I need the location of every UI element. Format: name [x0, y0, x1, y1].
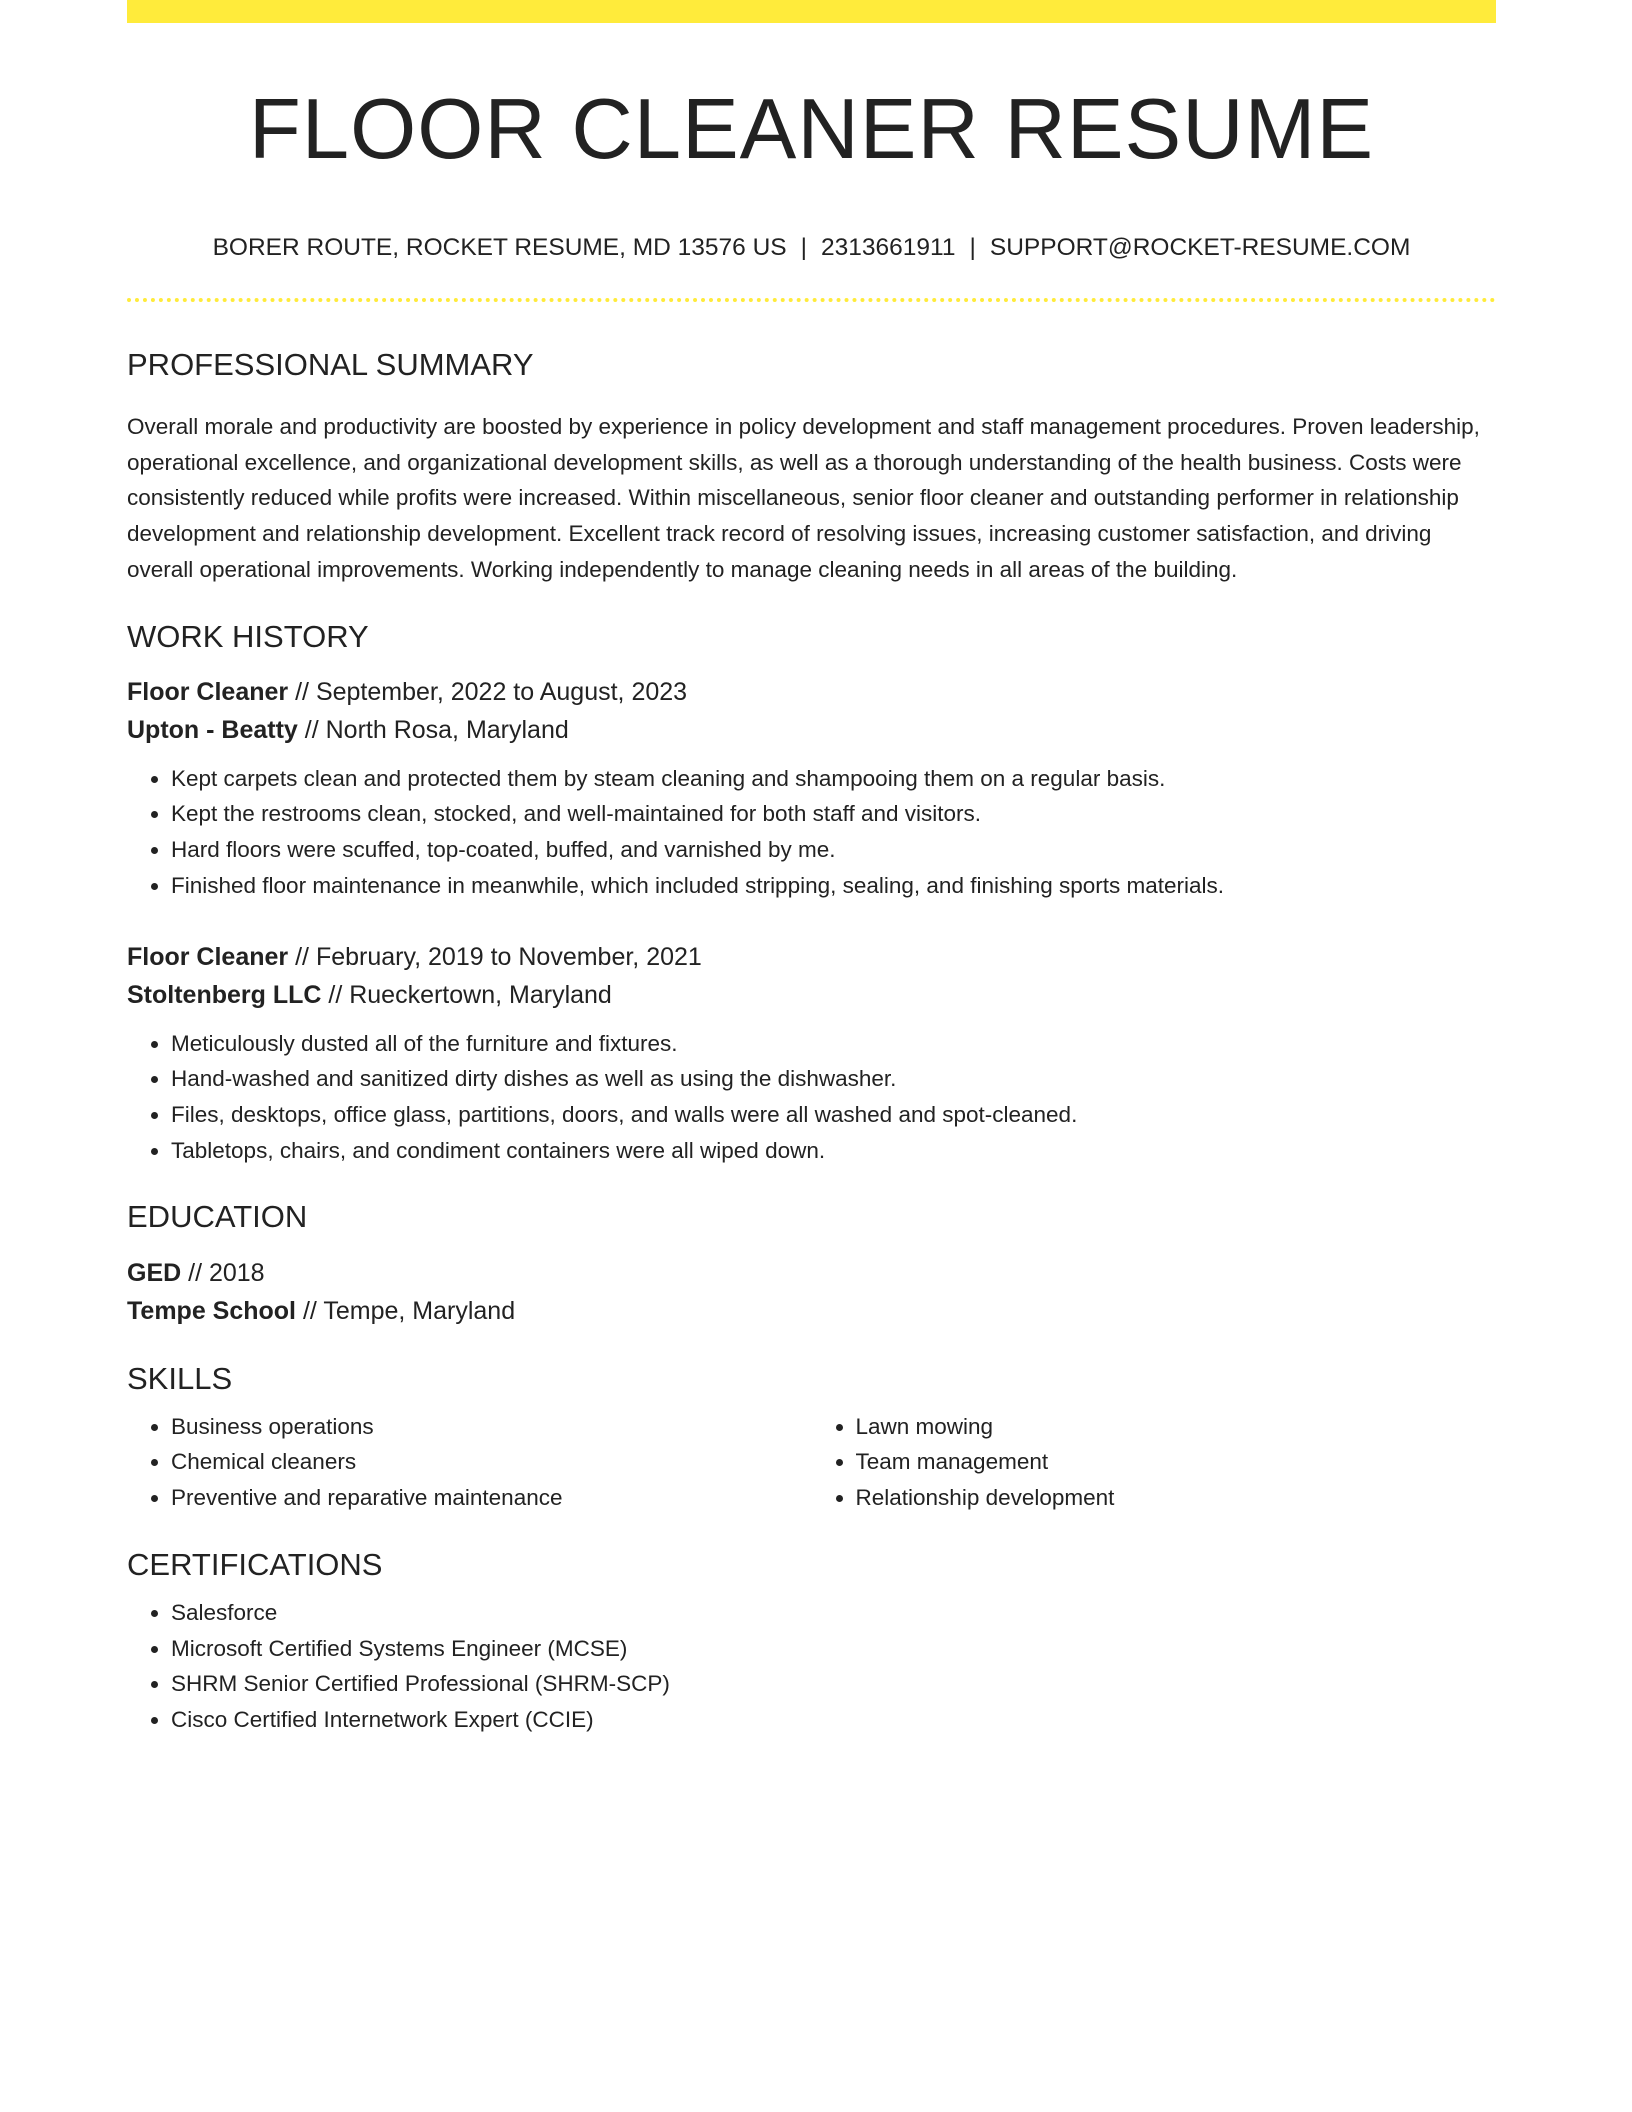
job-bullets — [127, 761, 1496, 904]
job-company: Upton - Beatty — [127, 715, 298, 744]
job-bullets — [127, 1026, 1496, 1169]
list-item: • Hand-washed and sanitized dirty dishes as well as using the dishwasher. — [171, 1061, 1496, 1097]
list-item: • Microsoft Certified Systems Engineer (MCSE) — [171, 1631, 1496, 1667]
job-title-line — [127, 938, 1496, 976]
education-entry — [127, 1254, 1496, 1330]
skills-heading: SKILLS — [127, 1360, 233, 1396]
contact-phone: 2313661911 — [821, 233, 956, 261]
school-location: // Tempe, Maryland — [296, 1296, 516, 1325]
list-item: • Hard floors were scuffed, top-coated, buffed, and varnished by me. — [171, 832, 1496, 868]
job-title: Floor Cleaner — [127, 677, 289, 706]
list-item: • Business operations — [171, 1409, 812, 1445]
summary-heading: PROFESSIONAL SUMMARY — [127, 346, 534, 382]
summary-text: Overall morale and productivity are boosted by experience in policy development and staff management procedures. Proven leadership, operational excellence, and organizational development skills, as well as a thorough understanding of the health business. Costs were consistently reduced while profits were increased. Within miscellaneous, senior floor cleaner and outstanding performer in relationship development and relationship development. Excellent track record of resolving issues, increasing customer satisfaction, and driving overall operational improvements. Working independently to manage cleaning needs in all areas of the building. — [127, 414, 1480, 582]
list-item: • Files, desktops, office glass, partitions, doors, and walls were all washed and spot-cleaned. — [171, 1097, 1496, 1133]
job-location: // Rueckertown, Maryland — [321, 980, 612, 1009]
skills-list-left — [127, 1409, 812, 1516]
work-history-heading: WORK HISTORY — [127, 618, 369, 654]
contact-line — [127, 233, 1496, 262]
job-dates: // February, 2019 to November, 2021 — [288, 942, 702, 971]
list-item: • Salesforce — [171, 1595, 1496, 1631]
job-entry — [127, 938, 1496, 1169]
job-dates: // September, 2022 to August, 2023 — [288, 677, 688, 706]
job-company-line — [127, 711, 1496, 749]
resume-title: FLOOR CLEANER RESUME — [248, 82, 1375, 177]
list-item: • Kept carpets clean and protected them by steam cleaning and shampooing them on a regular basis. — [171, 761, 1496, 797]
contact-address: BORER ROUTE, ROCKET RESUME, MD 13576 US — [212, 233, 787, 261]
list-item: • Team management — [856, 1444, 1497, 1480]
job-company: Stoltenberg LLC — [127, 980, 322, 1009]
school-name: Tempe School — [127, 1296, 297, 1325]
skills-list-right — [812, 1409, 1497, 1516]
job-company-line — [127, 976, 1496, 1014]
graduation-year: // 2018 — [181, 1258, 265, 1287]
contact-separator: | — [969, 233, 976, 261]
accent-bar — [127, 0, 1496, 23]
job-title-line — [127, 673, 1496, 711]
contact-email: SUPPORT@ROCKET-RESUME.COM — [989, 233, 1411, 261]
dotted-divider — [127, 298, 1496, 302]
summary-section — [127, 346, 1496, 588]
certifications-list — [127, 1595, 1496, 1738]
list-item: • Tabletops, chairs, and condiment containers were all wiped down. — [171, 1133, 1496, 1169]
list-item: • Chemical cleaners — [171, 1444, 812, 1480]
certifications-section — [127, 1546, 1496, 1738]
degree: GED — [127, 1258, 182, 1287]
list-item: • Meticulously dusted all of the furniture and fixtures. — [171, 1026, 1496, 1062]
resume-page — [127, 0, 1496, 1738]
list-item: • Cisco Certified Internetwork Expert (CCIE) — [171, 1702, 1496, 1738]
job-title: Floor Cleaner — [127, 942, 289, 971]
education-heading: EDUCATION — [127, 1199, 308, 1235]
job-entry — [127, 673, 1496, 904]
school-line — [127, 1292, 1496, 1330]
skills-grid — [127, 1409, 1496, 1516]
contact-separator: | — [800, 233, 808, 261]
list-item: • Finished floor maintenance in meanwhile, which included stripping, sealing, and finishing sports materials. — [171, 868, 1496, 904]
education-section — [127, 1198, 1496, 1329]
list-item: • Relationship development — [856, 1480, 1497, 1516]
job-location: // North Rosa, Maryland — [297, 715, 569, 744]
list-item: • Kept the restrooms clean, stocked, and well-maintained for both staff and visitors. — [171, 796, 1496, 832]
work-history-section — [127, 618, 1496, 1169]
list-item: • Lawn mowing — [856, 1409, 1497, 1445]
list-item: • SHRM Senior Certified Professional (SHRM-SCP) — [171, 1666, 1496, 1702]
degree-line — [127, 1254, 1496, 1292]
skills-section — [127, 1360, 1496, 1516]
certifications-heading: CERTIFICATIONS — [127, 1546, 383, 1582]
list-item: • Preventive and reparative maintenance — [171, 1480, 812, 1516]
